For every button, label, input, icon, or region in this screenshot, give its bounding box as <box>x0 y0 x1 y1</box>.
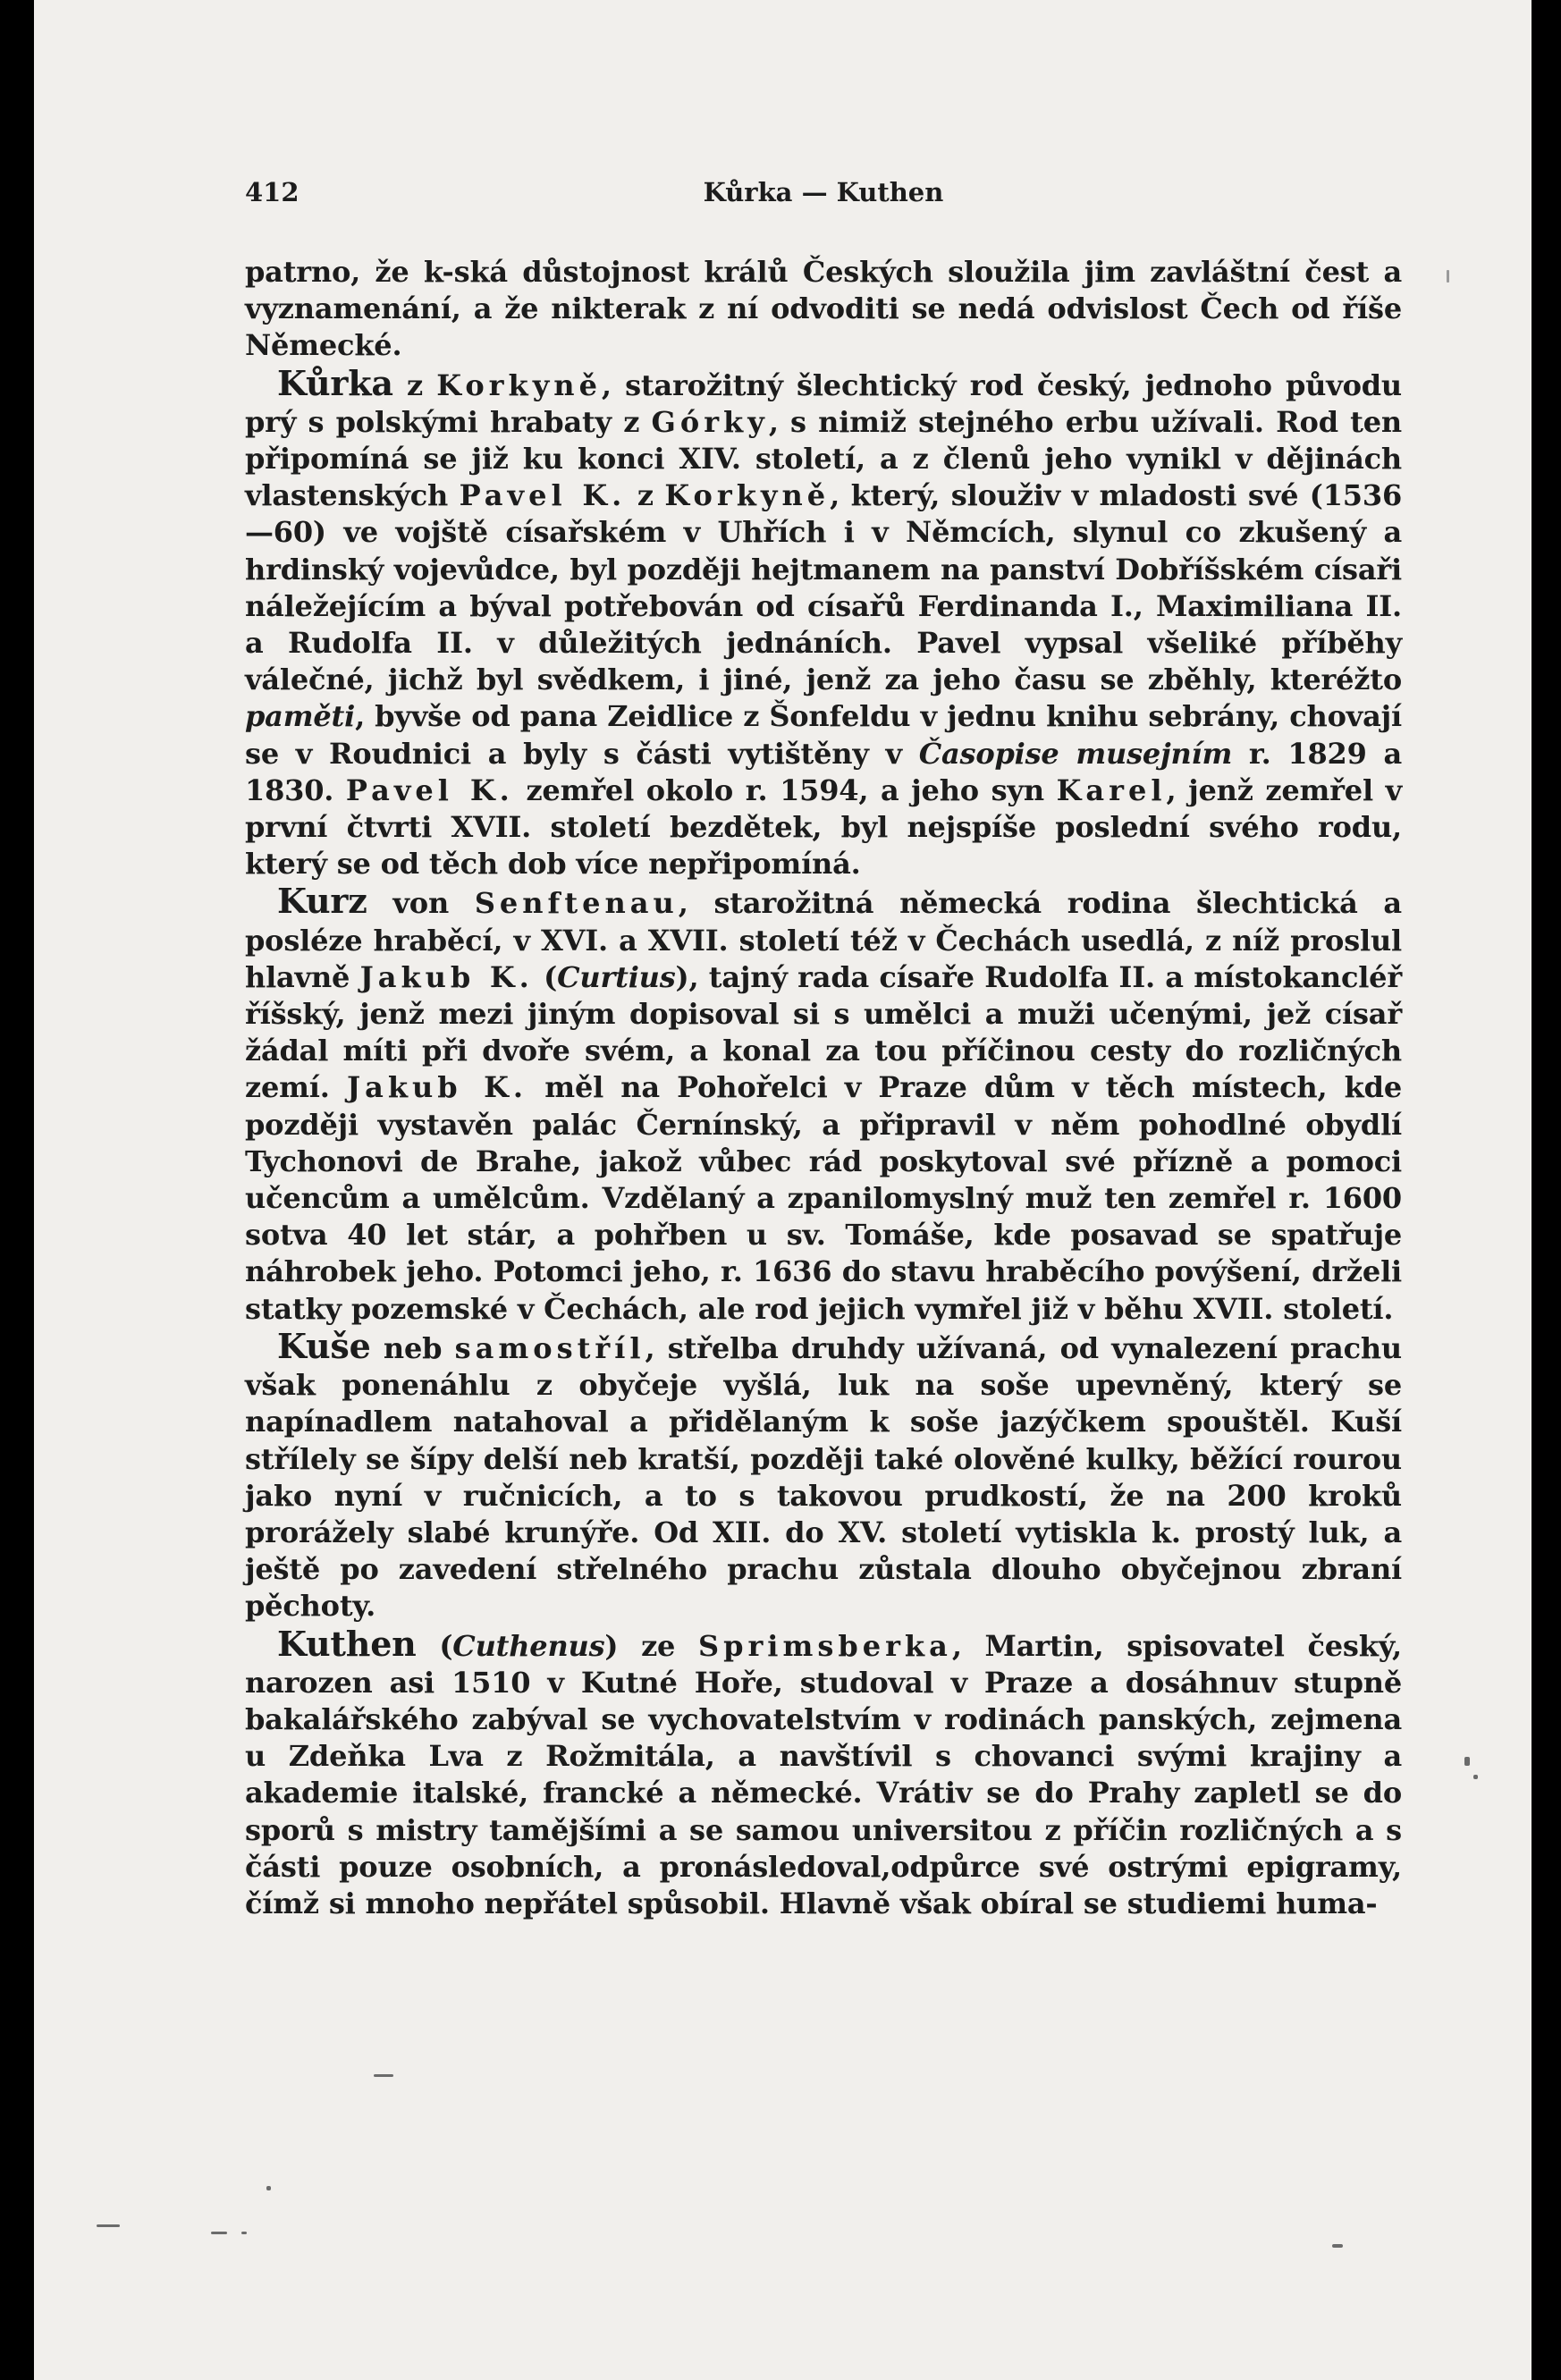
spaced-name: Senftenau <box>474 886 679 921</box>
margin-mark <box>1464 1757 1470 1766</box>
margin-mark <box>1473 1775 1478 1779</box>
entry-headword: Kurz <box>277 881 367 922</box>
text-run: , střelba druhdy užívaná, od vynalezení prachu však ponenáhlu z obyčeje vyšlá, luk na soše upevněný, který se napínadlem natahoval a přidělaným k soše jazýčkem spouštěl. Kuší střílely se šípy delší neb kratší, později také olověné kulky, běžící rourou jako nyní v ručnicích, a to s takovou prudkostí, že na 200 kroků prorážely slabé krunýře. Od XII. do XV. století vytiskla k. prostý luk, a ještě po zavedení střelného prachu zůstala dlouho obyčejnou zbraní pěchoty. <box>245 1330 1412 1624</box>
text-run: zemřel okolo r. 1594, a jeho syn <box>513 772 1057 807</box>
text-run: , starožitný šlechtický rod český, jednoho původu prý s polskými hrabaty z <box>245 367 1412 439</box>
margin-mark <box>1332 2244 1343 2248</box>
margin-mark <box>266 2186 271 2190</box>
entry-headword: Kuthen <box>277 1623 417 1664</box>
text-run: von <box>367 886 475 921</box>
text-run: patrno, že k-ská důstojnost králů Českých sloužila jim zavláštní čest a vyznamenání, a že nikterak z ní odvoditi se nedá odvislost Čech od říše Německé. <box>245 255 1412 363</box>
margin-mark <box>374 2074 393 2077</box>
page-number: 412 <box>245 177 300 207</box>
spaced-name: Karel <box>1056 772 1167 807</box>
spaced-name: samostříl <box>454 1330 645 1365</box>
article-text <box>245 254 1412 1922</box>
text-run: neb <box>370 1330 455 1365</box>
text-run: měl na Pohořelci v Praze dům v těch místech, kde později vystavěn palác Černínský, a připravil v něm pohodlné obydlí Tychonovi de Brahe, jakož vůbec rád poskytoval své přízně a pomoci učencům a umělcům. Vzdělaný a zpanilomyslný muž ten zemřel r. 1600 sotva 40 let stár, a pohřben u sv. Tomáše, kde posavad se spatřuje náhrobek jeho. Potomci jeho, r. 1636 do stavu hraběcího povýšení, drželi statky pozemské v Čechách, ale rod jejich vymřel již v běhu XVII. století. <box>245 1070 1412 1326</box>
text-run: , který, slouživ v mladosti své (1536—60) ve vojště císařském v Uhřích i v Němcích, slynul co zkušený a hrdinský vojevůdce, byl později hejtmanem na panství Dobříšském císaři náležejícím a býval potřebován od císařů Ferdinanda I., Maximiliana II. a Rudolfa II. v důležitých jednáních. Pavel vypsal všeliké příběhy válečné, jichž byl svědkem, i jiné, jenž za jeho času se zběhly, kteréžto <box>245 478 1412 697</box>
running-head: Kůrka — Kuthen <box>703 177 944 207</box>
text-run: , starožitná německá rodina šlechtická a posléze hraběcí, v XVI. a XVII. století též v Čechách usedlá, z níž proslul hlavně <box>245 886 1412 994</box>
spaced-name: Pavel K. <box>459 478 627 513</box>
entry-headword: Kuše <box>277 1325 371 1366</box>
spaced-name: Sprimsberka <box>697 1628 952 1663</box>
margin-mark <box>211 2232 227 2234</box>
margin-mark <box>97 2224 120 2227</box>
margin-mark <box>241 2232 247 2234</box>
text-run: , s nimiž stejného erbu užívali. Rod ten připomíná se již ku konci XIV. století, a z členů jeho vynikl v dějinách vlastenských <box>245 404 1412 513</box>
encyclopedia-entry <box>245 881 1412 1327</box>
continuation-paragraph <box>245 254 1412 365</box>
italic-term: paměti <box>245 699 356 734</box>
entry-headword: Kůrka <box>277 362 393 403</box>
text-run: , byvše od pana Zeidlice z Šonfeldu v jednu knihu sebrány, chovají se v Roudnici a byly s části vytištěny v <box>245 699 1412 771</box>
encyclopedia-entry <box>245 362 1412 883</box>
spaced-name: Korkyně <box>664 478 831 513</box>
spaced-name: Jakub K. <box>346 1070 528 1105</box>
text-run: ), tajný rada císaře Rudolfa II. a místokancléř říšský, jenž mezi jiným dopisoval si s umělci a muži učenými, jež císař žádal míti při dvoře svém, a konal za tou příčinou cesty do rozličných zemí. <box>245 959 1412 1105</box>
italic-term: Cuthenus <box>452 1628 605 1663</box>
encyclopedia-entry <box>245 1325 1412 1625</box>
text-run: z <box>626 478 665 513</box>
scanned-page <box>34 0 1531 2380</box>
text-run: ) ze <box>604 1628 698 1663</box>
text-run: z <box>392 367 437 402</box>
margin-mark <box>1447 270 1449 283</box>
italic-term: Časopise musejním <box>918 736 1233 771</box>
text-run: ( <box>416 1628 453 1663</box>
spaced-name: Korkyně <box>436 367 602 402</box>
italic-term: Curtius <box>557 959 676 994</box>
spaced-name: Jakub K. <box>359 959 534 994</box>
text-run: r. 1829 a 1830. <box>245 736 1412 807</box>
encyclopedia-entry <box>245 1623 1412 1923</box>
text-run: ( <box>533 959 558 994</box>
spaced-name: Górky <box>651 404 769 439</box>
text-run: , Martin, spisovatel český, narozen asi 1510 v Kutné Hoře, studoval v Praze a dosáhnuv stupně bakalářského zabýval se vychovatelstvím v rodinách panských, zejmena u Zdeňka Lva z Rožmitála, a navštívil s chovanci svými krajiny a akademie italské, francké a německé. Vrátiv se do Prahy zapletl se do sporů s mistry tamějšími a se samou universitou z příčin rozličných a s části pouze osobních, a pronásledoval,odpůrce své ostrými epigramy, čímž si mnoho nepřátel spůsobil. Hlavně však obíral se studiemi huma- <box>245 1628 1412 1920</box>
page-header <box>245 177 1402 215</box>
spaced-name: Pavel K. <box>345 772 514 807</box>
text-run: , jenž zemřel v první čtvrti XVII. století bezdětek, byl nejspíše poslední svého rodu, který se od těch dob více nepřipomíná. <box>245 772 1412 882</box>
